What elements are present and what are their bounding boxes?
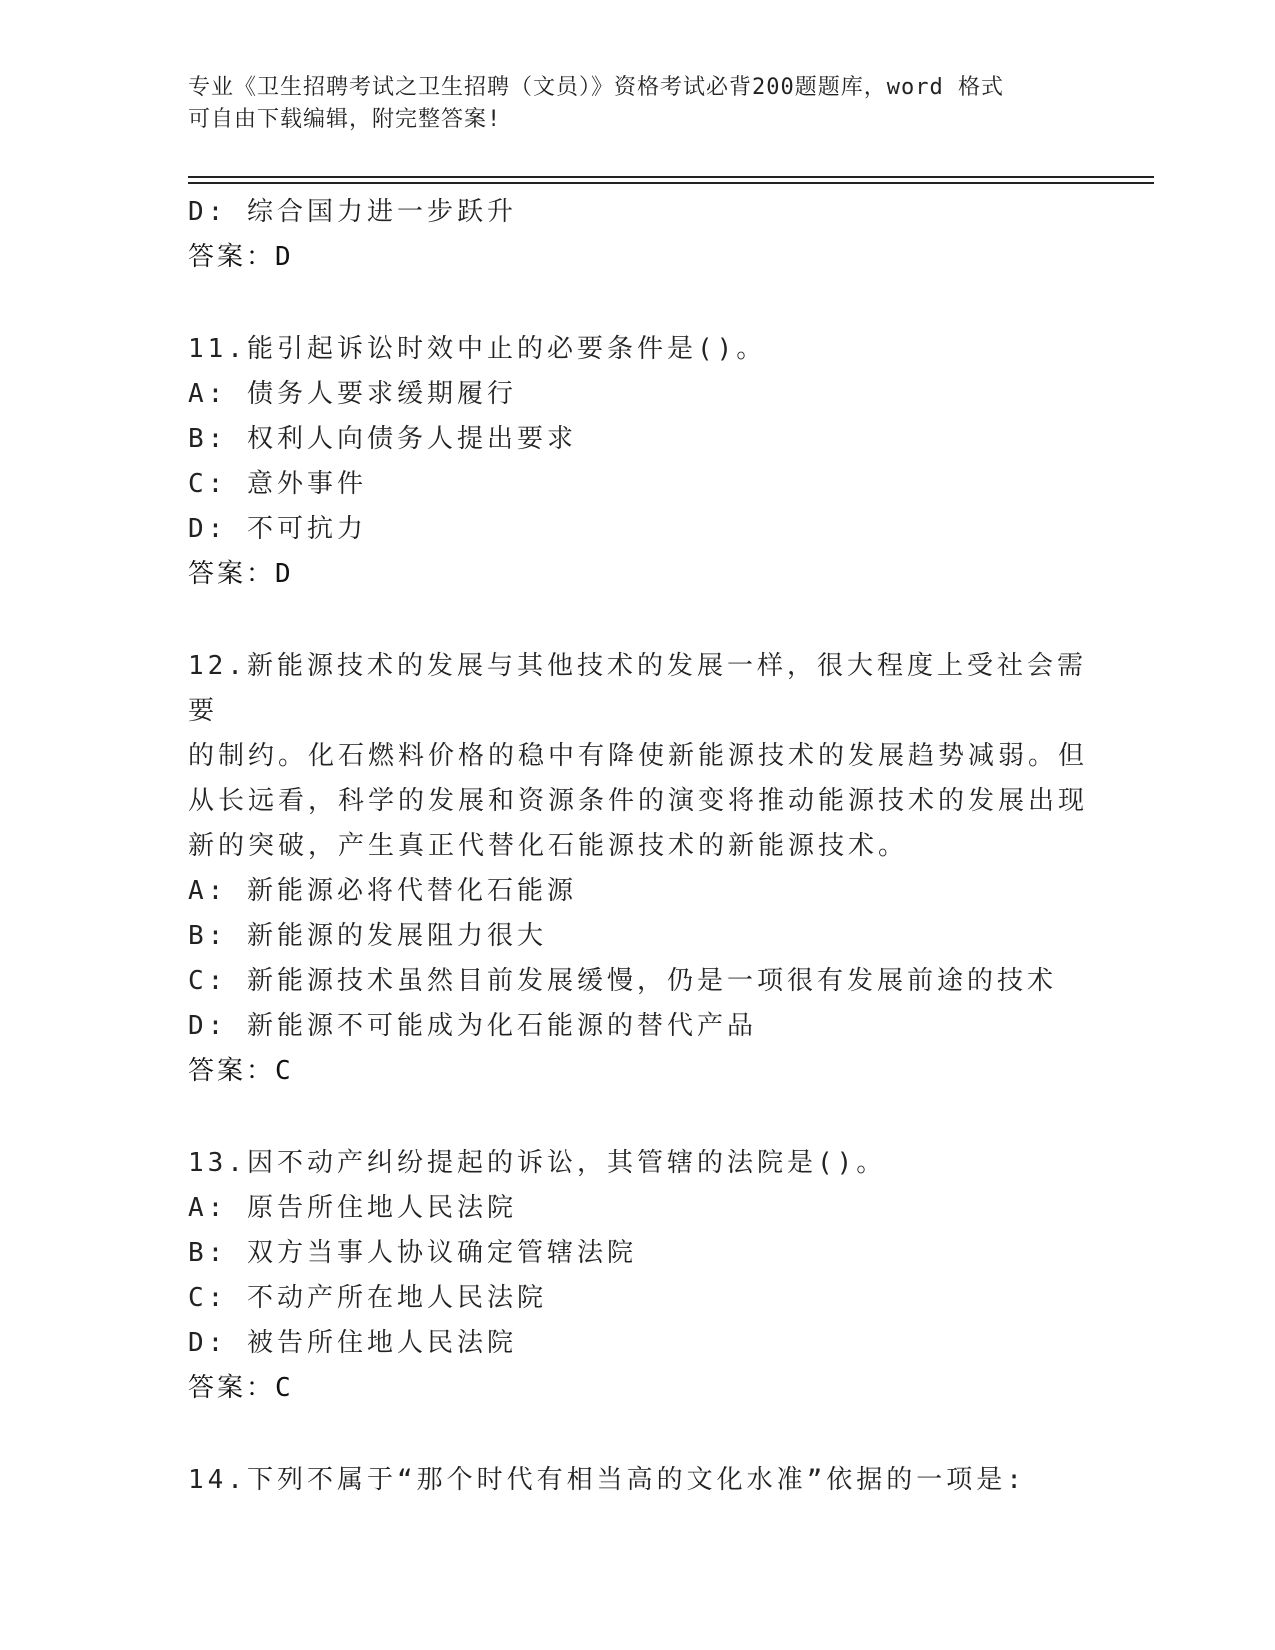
answer-label: 答案：D (188, 559, 294, 589)
document-header (188, 72, 1068, 136)
question-14 (188, 1458, 1088, 1503)
answer-label: 答案：C (188, 1056, 294, 1086)
header-divider-bottom (188, 182, 1154, 184)
question-11 (188, 327, 1088, 597)
option-d: D: 综合国力进一步跃升 (188, 197, 517, 227)
option-d: D: 被告所住地人民法院 (188, 1328, 517, 1358)
option-d: D: 不可抗力 (188, 514, 367, 544)
question-stem: 14.下列不属于“那个时代有相当高的文化水准”依据的一项是: (188, 1465, 1026, 1495)
answer-label: 答案：C (188, 1373, 294, 1403)
question-stem-line: 12.新能源技术的发展与其他技术的发展一样，很大程度上受社会需要 (188, 651, 1087, 726)
question-stem: 13.因不动产纠纷提起的诉讼，其管辖的法院是()。 (188, 1148, 887, 1178)
question-stem-line: 的制约。化石燃料价格的稳中有降使新能源技术的发展趋势减弱。但 (188, 741, 1089, 771)
option-c: C: 不动产所在地人民法院 (188, 1283, 547, 1313)
option-b: B: 新能源的发展阻力很大 (188, 921, 547, 951)
option-a: A: 新能源必将代替化石能源 (188, 876, 577, 906)
option-a: A: 原告所住地人民法院 (188, 1193, 517, 1223)
question-stem-line: 新的突破，产生真正代替化石能源技术的新能源技术。 (188, 831, 909, 861)
option-d: D: 新能源不可能成为化石能源的替代产品 (188, 1011, 757, 1041)
question-content (188, 190, 1088, 1503)
header-title-line-2: 可自由下载编辑，附完整答案! (188, 107, 502, 132)
header-divider-top (188, 176, 1154, 178)
option-a: A: 债务人要求缓期履行 (188, 379, 517, 409)
question-stem: 11.能引起诉讼时效中止的必要条件是()。 (188, 334, 767, 364)
option-b: B: 权利人向债务人提出要求 (188, 424, 577, 454)
answer-label: 答案：D (188, 242, 294, 272)
question-13 (188, 1141, 1088, 1411)
option-c: C: 新能源技术虽然目前发展缓慢，仍是一项很有发展前途的技术 (188, 966, 1057, 996)
option-c: C: 意外事件 (188, 469, 367, 499)
question-12 (188, 644, 1088, 1094)
option-b: B: 双方当事人协议确定管辖法院 (188, 1238, 637, 1268)
question-stem-line: 从长远看，科学的发展和资源条件的演变将推动能源技术的发展出现 (188, 786, 1089, 816)
header-title-line-1: 专业《卫生招聘考试之卫生招聘（文员）》资格考试必背200题题库，word 格式 (188, 75, 1004, 100)
